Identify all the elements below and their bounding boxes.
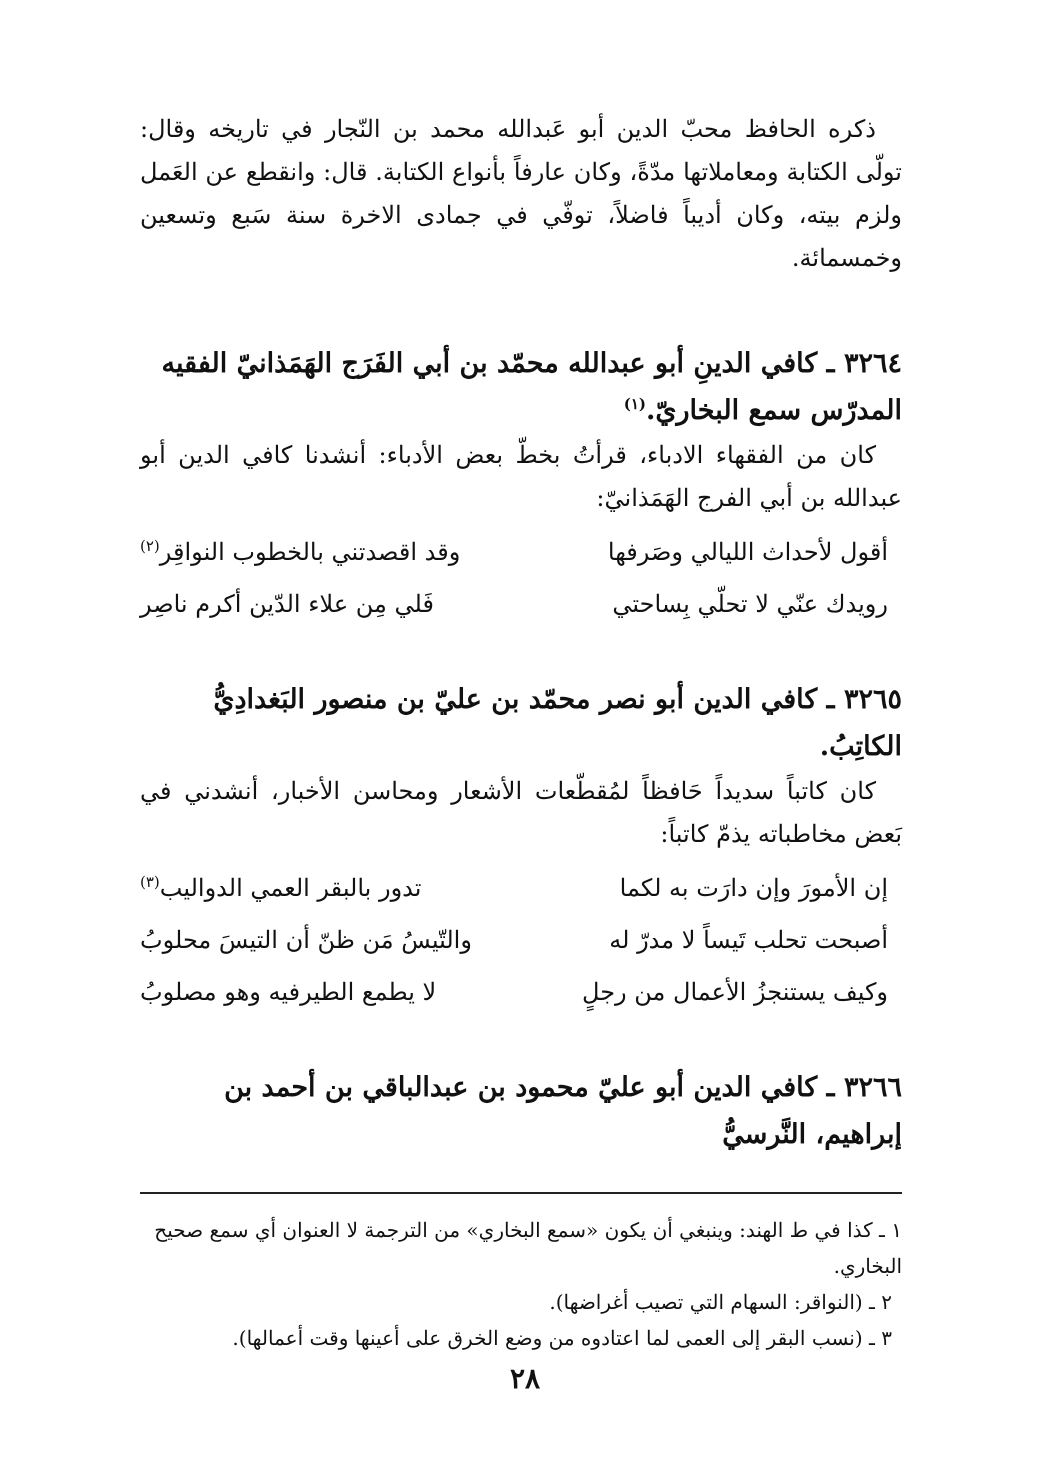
page-number: ٢٨ (509, 1362, 541, 1395)
verse-first-half: رويدك عنّي لا تحلّي بِساحتي (612, 590, 888, 618)
verse-first-half: أقول لأحداث الليالي وصَرفها (607, 538, 888, 566)
verse-second-half: والتّيسُ مَن ظنّ أن التيسَ محلوبُ (140, 926, 472, 954)
entry-title: ٣٢٦٥ ـ كافي الدين أبو نصر محمّد بن عليّ بن منصور البَغدادِيُّ الكاتِبُ. (213, 684, 902, 762)
entry-title: ٣٢٦٦ ـ كافي الدين أبو عليّ محمود بن عبدالباقي بن أحمد بن إبراهيم، النَّرسيُّ (224, 1072, 902, 1150)
verse-line (140, 578, 902, 630)
footnote-2: ٢ ـ (النواقر: السهام التي تصيب أغراضها). (549, 1290, 892, 1314)
verse-line (140, 526, 902, 578)
verse-second-half: وقد اقصدتني بالخطوب النواقِر$^{(٢)}$ (140, 537, 461, 566)
verse-line (140, 966, 902, 1018)
intro-paragraph: ذكره الحافظ محبّ الدين أبو عَبدالله محمد بن النّجار في تاريخه وقال: تولّى الكتابة ومعاملاتها مدّةً، وكان عارفاً بأنواع الكتابة. قال: وانقطع عن العَمل ولزم بيته، وكان أديباً فاضلاً، توفّي في جمادى الاخرة سنة سَبع وتسعين وخمسمائة. (140, 115, 902, 272)
verse-second-half: تدور بالبقر العمي الدواليب$^{(٣)}$ (140, 873, 422, 902)
footnote-ref: (٣) (140, 873, 160, 891)
entry-3266 (140, 1064, 902, 1158)
entry-3265 (140, 676, 902, 1018)
entry-body: كان من الفقهاء الادباء، قرأتُ بخطّ بعض الأدباء: أنشدنا كافي الدين أبو عبدالله بن أبي الفرج الهَمَذانيّ: (140, 441, 902, 512)
entry-title: ٣٢٦٤ ـ كافي الدينِ أبو عبدالله محمّد بن أبي الفَرَج الهَمَذانيّ الفقيه المدرّس سمع البخاريّ.$^{(١)}$ (161, 348, 902, 426)
verse-first-half: إن الأمورَ وإن دارَت به لكما (619, 874, 888, 902)
verse-first-half: وكيف يستنجزُ الأعمال من رجلٍ (582, 978, 888, 1006)
footnote-ref: (١) (623, 395, 646, 413)
verse-second-half: فَلي مِن علاء الدّين أكرم ناصِر (140, 590, 434, 618)
footnote-3: ٣ ـ (نسب البقر إلى العمى لما اعتادوه من وضع الخرق على أعينها وقت أعمالها). (232, 1326, 892, 1350)
poem (140, 526, 902, 630)
footnote-1: ١ ـ كذا في ط الهند: وينبغي أن يكون «سمع البخاري» من الترجمة لا العنوان أي سمع صحيح البخاري. (154, 1218, 902, 1278)
verse-first-half: أصبحت تحلب تَيساً لا مدرّ له (609, 926, 888, 954)
footnote-ref: (٢) (140, 537, 160, 555)
entry-body: كان كاتباً سديداً حَافظاً لمُقطّعات الأشعار ومحاسن الأخبار، أنشدني في بَعض مخاطباته يذمّ كاتباً: (140, 777, 902, 848)
verse-line (140, 862, 902, 914)
footnote-divider (140, 1192, 902, 1194)
verse-line (140, 914, 902, 966)
verse-second-half: لا يطمع الطيرفيه وهو مصلوبُ (140, 978, 437, 1006)
poem (140, 862, 902, 1018)
entry-3264 (140, 340, 902, 630)
footnotes (140, 1212, 902, 1356)
